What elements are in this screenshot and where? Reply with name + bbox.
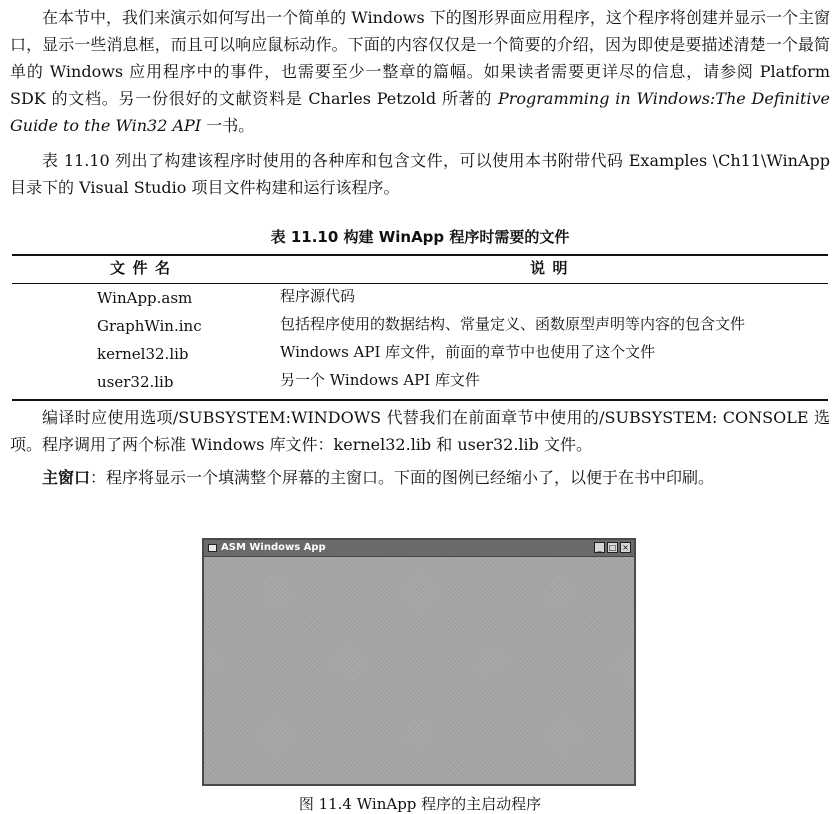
close-button[interactable]: × bbox=[620, 542, 631, 553]
table-header-description: 说明 bbox=[530, 259, 576, 277]
window-app-icon[interactable] bbox=[208, 544, 217, 552]
figure-caption: 图 11.4 WinApp 程序的主启动程序 bbox=[298, 795, 542, 813]
main-window-lead: 主窗口 bbox=[42, 468, 91, 487]
file-description-cell: 程序源代码 bbox=[280, 287, 356, 305]
file-name-cell: kernel32.lib bbox=[97, 345, 189, 363]
window-title: ASM Windows App bbox=[221, 542, 326, 553]
intro-text-end: 一书。 bbox=[201, 116, 255, 135]
table-row bbox=[0, 313, 840, 340]
file-name-cell: user32.lib bbox=[97, 373, 174, 391]
main-window-paragraph bbox=[10, 464, 830, 491]
window-titlebar[interactable] bbox=[204, 540, 634, 557]
table-top-rule bbox=[12, 254, 828, 256]
book-title: Programming in Windows:The Definitive Guide to the Win32 API bbox=[10, 89, 831, 135]
table-caption: 表 11.10 构建 WinApp 程序时需要的文件 bbox=[270, 228, 570, 246]
table-row bbox=[0, 341, 840, 368]
file-description-cell: 包括程序使用的数据结构、常量定义、函数原型声明等内容的包含文件 bbox=[280, 315, 746, 333]
table-row bbox=[0, 369, 840, 396]
app-window-screenshot bbox=[202, 538, 636, 786]
table-header-filename: 文件名 bbox=[110, 259, 178, 277]
intro-text: 在本节中，我们来演示如何写出一个简单的 Windows 下的图形界面应用程序，这个程序将创建并显示一个主窗口，显示一些消息框，而且可以响应鼠标动作。下面的内容仅仅是一个简要的介绍，因为即使是要描述清楚一个最简单的 Windows 应用程序中的事件，也需要至少一整章的篇幅。如果读者需要更详尽的信息，请参阅 Platform SDK 的文档。另一份很好的文献资料是 Charles Petzold 所著的 bbox=[10, 8, 830, 108]
file-description-cell: Windows API 库文件，前面的章节中也使用了这个文件 bbox=[280, 343, 656, 361]
file-name-cell: WinApp.asm bbox=[97, 289, 193, 307]
table-row bbox=[0, 285, 840, 312]
table-header-rule bbox=[12, 283, 828, 284]
maximize-button[interactable]: □ bbox=[608, 543, 617, 552]
table-reference-paragraph: 表 11.10 列出了构建该程序时使用的各种库和包含文件，可以使用本书附带代码 Examples \Ch11\WinApp 目录下的 Visual Studio 项目文件构建和运行该程序。 bbox=[10, 151, 830, 197]
file-description-cell: 另一个 Windows API 库文件 bbox=[280, 371, 480, 389]
table-bottom-rule bbox=[12, 399, 828, 401]
subsystem-paragraph: 编译时应使用选项/SUBSYSTEM:WINDOWS 代替我们在前面章节中使用的/SUBSYSTEM: CONSOLE 选项。程序调用了两个标准 Windows 库文件：kernel32.lib 和 user32.lib 文件。 bbox=[10, 408, 830, 454]
minimize-button[interactable]: _ bbox=[594, 542, 605, 553]
main-window-text: ：程序将显示一个填满整个屏幕的主窗口。下面的图例已经缩小了，以便于在书中印刷。 bbox=[90, 468, 715, 487]
intro-paragraph bbox=[10, 4, 830, 139]
file-name-cell: GraphWin.inc bbox=[97, 317, 202, 335]
